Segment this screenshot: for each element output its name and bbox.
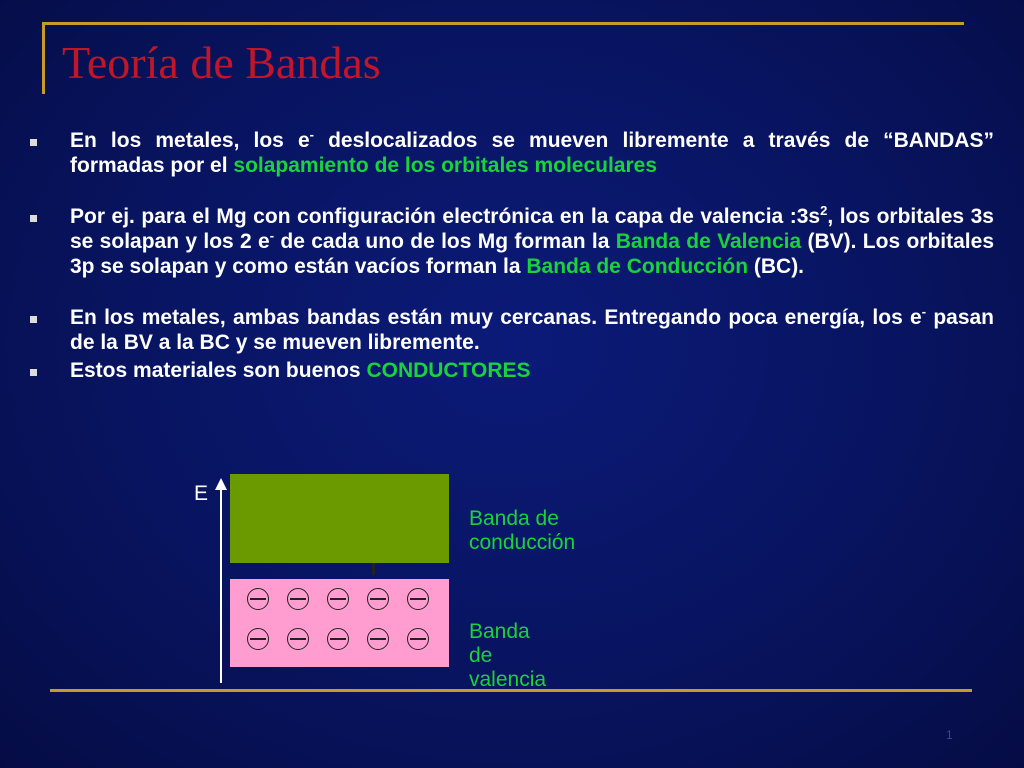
- bullet-list: [30, 128, 994, 383]
- bullet-marker: [30, 215, 37, 222]
- superscript: -: [269, 228, 275, 243]
- bullet-text: En los metales, ambas bandas están muy cercanas. Entregando poca energía, los e: [70, 306, 922, 329]
- bullet-item-4: [30, 358, 994, 383]
- highlight-text: Banda de Valencia: [615, 230, 802, 253]
- left-frame-line: [42, 22, 45, 94]
- highlight-text: solapamiento de los orbitales moleculares: [233, 154, 658, 177]
- superscript: 2: [820, 203, 828, 218]
- bullet-text: En los metales, los e: [70, 129, 310, 152]
- bullet-item-2: [30, 204, 994, 279]
- bullet-marker: [30, 316, 37, 323]
- electron-icon: [287, 588, 309, 610]
- bullet-text: Por ej. para el Mg con configuración electrónica en la capa de valencia :3s: [70, 205, 821, 228]
- bullet-text: de cada uno de los Mg forman la: [274, 230, 616, 253]
- electron-icon: [407, 588, 429, 610]
- conduction-band-label: Banda de conducción: [469, 507, 576, 554]
- electron-icon: [247, 628, 269, 650]
- highlight-text: Banda de Conducción: [526, 255, 749, 278]
- top-frame-line: [42, 22, 964, 25]
- energy-axis-label: E: [194, 482, 209, 505]
- slide-title: Teoría de Bandas: [62, 37, 381, 88]
- electron-icon: [407, 628, 429, 650]
- bullet-text: (BV). Los orbitales 3p se solapan y como están vacíos forman la: [70, 230, 994, 278]
- band-gap-marker: [372, 563, 375, 575]
- bullet-text: Estos materiales son buenos: [70, 359, 367, 382]
- bullet-text: deslocalizados se mueven libremente a través de “BANDAS” formadas por el: [70, 129, 994, 177]
- superscript: -: [921, 304, 927, 319]
- valence-band-label: Banda de valencia: [469, 620, 547, 691]
- valence-band: [230, 579, 449, 667]
- electron-icon: [247, 588, 269, 610]
- slide-number: 1: [946, 728, 953, 742]
- electron-icon: [287, 628, 309, 650]
- bullet-marker: [30, 369, 37, 376]
- electron-icon: [367, 588, 389, 610]
- highlight-text: CONDUCTORES: [366, 359, 531, 382]
- bullet-marker: [30, 139, 37, 146]
- bullet-item-1: [30, 128, 994, 178]
- electron-icon: [327, 588, 349, 610]
- arrow-up-icon: [215, 478, 227, 490]
- conduction-band: [230, 474, 449, 563]
- superscript: -: [309, 127, 314, 142]
- energy-axis: [220, 488, 222, 683]
- bullet-text: (BC).: [748, 255, 805, 278]
- electron-icon: [367, 628, 389, 650]
- bullet-text: , los orbitales 3s se solapan y los 2 e: [70, 205, 994, 253]
- electron-icon: [327, 628, 349, 650]
- bullet-item-3: [30, 305, 994, 355]
- bullet-text: pasan de la BV a la BC y se mueven libremente.: [70, 306, 995, 354]
